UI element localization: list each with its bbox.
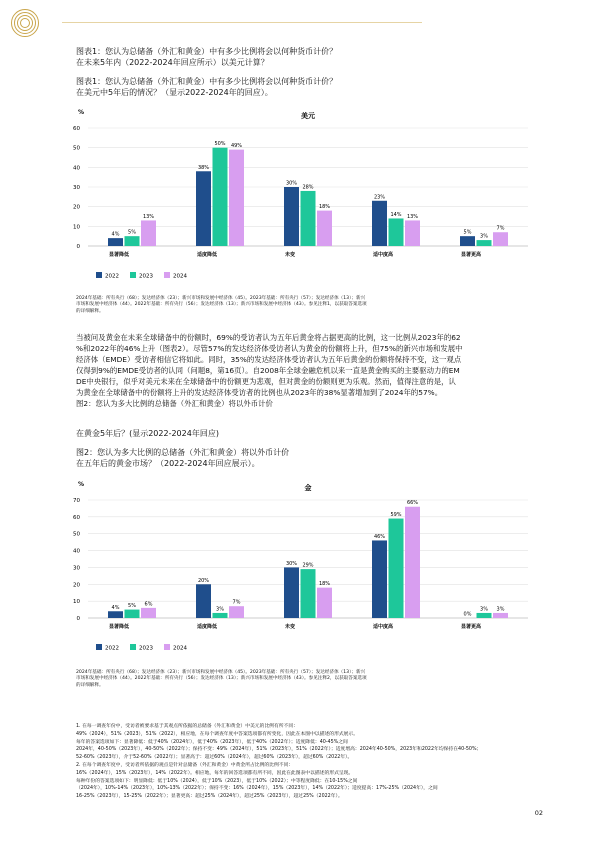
body-paragraph: [76, 332, 546, 409]
footnote-line: 每种年份的答案选项如下：明显降低：低于10%（2024），低于10%（2023），低于10%（2022）；中等程度降低：在10-15%之间: [76, 778, 358, 784]
data-label: 0%: [463, 611, 472, 618]
legend-swatch-2023: [130, 644, 136, 650]
bar-2024: [317, 211, 332, 246]
x-tick-label: 适度降低: [197, 624, 218, 630]
legend-label: 2022: [105, 273, 119, 280]
legend-swatch-2022: [96, 272, 102, 278]
bar-2022: [284, 187, 299, 246]
legend-label: 2023: [139, 273, 153, 280]
legend-label: 2024: [173, 645, 187, 652]
bar-2023: [477, 613, 492, 618]
bar-2024: [405, 507, 420, 618]
data-label: 13%: [406, 213, 419, 220]
x-tick-label: 适度降低: [197, 252, 218, 258]
x-tick-label: 显著更高: [461, 252, 482, 258]
bar-2024: [141, 608, 156, 618]
y-tick-label: 20: [73, 204, 80, 211]
legend-label: 2022: [105, 645, 119, 652]
bar-2024: [317, 588, 332, 618]
bar-2022: [460, 236, 475, 246]
data-label: 7%: [232, 599, 241, 606]
y-tick-label: 50: [73, 531, 80, 538]
bar-2022: [196, 584, 211, 618]
paragraph-line6: 为黄金在全球储备中的份额将上升的发达经济体受访者的比例也从2023年的38%显著增加到了2024年的57%。: [76, 388, 443, 397]
bar-2024: [405, 220, 420, 246]
data-label: 23%: [373, 194, 386, 201]
x-tick-label: 显著降低: [109, 624, 130, 630]
chart1-source-line2: 市场和发展中经济体（44）。2022年基础：所有央行（56）；发达经济体（13）；新兴市场和发展中经济体（43）。参见注释1，以获取答案选项: [76, 302, 367, 308]
y-tick-label: 50: [73, 145, 80, 152]
data-label: 30%: [285, 180, 298, 187]
chart2-source-line3: 的详细解释。: [76, 682, 104, 688]
footnotes: [76, 723, 556, 801]
legend-swatch-2024: [164, 644, 170, 650]
data-label: 3%: [496, 606, 505, 613]
data-label: 3%: [480, 606, 488, 613]
footnote-line: 16%（2024年），15%（2023年），14%（2022年）。相应地，每年的回答选项都有所不同，因此在此图表中以描述的形式呈现。: [76, 770, 354, 776]
data-label: 66%: [406, 500, 419, 507]
paragraph-line1: 当被问及黄金在未来全球储备中的份额时，69%的受访者认为五年后黄金将占据更高的比例，这一比例从2023年的62: [76, 333, 461, 342]
footnote-line: （2024年），10%-14%（2023年），10%-13%（2022年）；保持不变：16%（2024年），15%（2023年），14%（2022年）；适度提高：17%-25%（2024年），之间: [76, 786, 438, 792]
paragraph-line4: 仅得到9%的EMDE受访者的认同（问题8，第16页）。自2008年全球金融危机以来一直是黄金购买的主要驱动力的EM: [76, 366, 460, 375]
chart-title: 金: [304, 484, 312, 492]
data-label: 28%: [302, 184, 314, 191]
legend-swatch-2023: [130, 272, 136, 278]
legend-label: 2024: [173, 273, 187, 280]
data-label: 6%: [144, 601, 153, 608]
data-label: 3%: [480, 233, 488, 240]
chart1-heading-line3: 图表1：您认为总储备（外汇和黄金）中有多少比例将会以何种货币计价？: [76, 77, 338, 86]
y-tick-label: 10: [73, 224, 80, 231]
data-label: 30%: [285, 560, 298, 567]
paragraph-line3: 经济体（EMDE）受访者相信它将如此。同时，35%的发达经济体受访者认为五年后黄金的份额将保持不变，这一观点: [76, 355, 462, 364]
footnote-line: 每年的答案选项如下：显著降低：低于40%（2024年），低于40%（2023年），低于40%（2022年）；适度降低：40-45%之间: [76, 739, 348, 745]
y-tick-label: 30: [73, 185, 80, 191]
usd-bar-chart: [0, 100, 595, 290]
bar-2023: [389, 218, 404, 246]
x-tick-label: 显著更高: [461, 624, 482, 630]
bar-2022: [372, 201, 387, 246]
data-label: 38%: [197, 164, 210, 171]
bar-2023: [477, 240, 492, 246]
y-tick-label: 60: [73, 126, 80, 132]
y-tick-label: 10: [73, 599, 80, 606]
data-label: 49%: [230, 143, 243, 150]
y-tick-label: 40: [73, 165, 80, 172]
y-tick-label: 60: [73, 514, 80, 521]
data-label: 4%: [111, 604, 120, 611]
y-tick-label: 20: [73, 582, 80, 589]
chart1-source-line3: 的详细解释。: [76, 308, 104, 314]
chart2-heading-line3: 在五年后的黄金市场？（2022-2024年回应展示）。: [76, 459, 260, 468]
bar-2024: [493, 232, 508, 246]
y-tick-label: 40: [73, 548, 80, 555]
bar-2023: [125, 236, 140, 246]
data-label: 14%: [390, 211, 402, 218]
y-unit-label: %: [78, 109, 85, 116]
chart1-heading-line4: 在美元中5年后的情况？（显示2022-2024年的回应）。: [76, 88, 273, 97]
data-label: 5%: [463, 229, 472, 236]
data-label: 13%: [142, 213, 155, 220]
x-tick-label: 显著降低: [109, 252, 130, 258]
data-label: 20%: [197, 577, 210, 584]
bar-2023: [389, 519, 404, 618]
y-tick-label: 0: [76, 244, 80, 250]
bar-2024: [141, 220, 156, 246]
bar-2022: [196, 171, 211, 246]
paragraph-line5: DE中央银行，似乎对美元未来在全球储备中的份额更为悲观，但对黄金的份额则更为乐观。然而，值得注意的是，认: [76, 377, 456, 386]
bar-2023: [213, 613, 228, 618]
x-tick-label: 未变: [285, 252, 296, 258]
chart1-source-line1: 2024年基础：所有央行（68）；发达经济体（23）；新兴市场和发展中经济体（45）。2023年基础：所有央行（57）；发达经济体（13）；新兴: [76, 296, 366, 301]
bar-2023: [301, 569, 316, 618]
x-tick-label: 未变: [285, 624, 296, 630]
x-tick-label: 适中度高: [373, 252, 394, 258]
bar-2022: [372, 540, 387, 618]
data-label: 7%: [496, 225, 505, 232]
chart1-heading-line1: 图表1：您认为总储备（外汇和黄金）中有多少比例将会以何种货币计价？: [76, 47, 338, 56]
bar-2024: [493, 613, 508, 618]
data-label: 3%: [216, 606, 224, 613]
y-tick-label: 0: [76, 616, 80, 622]
gold-bar-chart: [0, 472, 595, 662]
data-label: 59%: [390, 512, 402, 519]
footnote-line: 2. 在每个调查年度中，受访者所依据的观点是针对总储备（外汇和黄金）中黄金所占比例的比例不同：: [76, 762, 294, 768]
x-tick-label: 适中度高: [373, 624, 394, 630]
y-tick-label: 70: [73, 498, 80, 504]
chart2-source-line2: 市场和发展中经济体（44）。2022年基础：所有央行（56）；发达经济体（13）；新兴市场和发展中经济体（43）。参见注释2，以获取答案选项: [76, 676, 367, 682]
bar-2024: [229, 150, 244, 246]
footnote-line: 1. 在每一调查年份中，受访者被要求基于其观点所依据的总储备（外汇和黄金）中美元的比例有所不同：: [76, 724, 298, 729]
paragraph-line2: %和2022年的46%上升（图表2）。尽管57%的发达经济体受访者认为黄金的份额将上升，但75%的新兴市场和发展中: [76, 344, 463, 353]
chart-title: 美元: [301, 112, 315, 120]
y-tick-label: 30: [73, 565, 80, 572]
bar-2023: [125, 610, 140, 618]
footnote-line: 16-25%（2023年），15-25%（2022年）；显著更高：超过25%（2024年），超过25%（2023年），超过25%（2022年）。: [76, 794, 343, 800]
bar-2022: [108, 611, 123, 618]
legend-swatch-2024: [164, 272, 170, 278]
chart2-heading-line2: 图2：您认为多大比例的总储备（外汇和黄金）将以外币计价: [76, 448, 290, 457]
bar-2023: [301, 191, 316, 246]
data-label: 29%: [302, 562, 314, 569]
footnote-line: 49%（2024），51%（2023），51%（2022），相应地，在每个调查年度中答案选项都有所变化，因此在本图中以描述的形式展示。: [76, 731, 359, 737]
data-label: 18%: [318, 204, 331, 211]
bar-2022: [108, 238, 123, 246]
chart2-source-line1: 2024年基础：所有央行（68）；发达经济体（23）；新兴市场和发展中经济体（45）。2023年基础：所有央行（57）；发达经济体（13）；新兴: [76, 670, 366, 675]
footnote-line: 2024年，40-50%（2023年），40-50%（2022年）；保持不变：49%（2024年），51%（2023年），51%（2022年）；适度增高：2024年40-50%，2023年和2022年均保持在40-50%；: [76, 747, 482, 753]
data-label: 4%: [111, 231, 120, 238]
bar-2023: [213, 148, 228, 246]
legend-swatch-2022: [96, 644, 102, 650]
y-unit-label: %: [78, 481, 85, 488]
data-label: 5%: [128, 603, 136, 610]
chart2-heading-line1: 在黄金5年后？(显示2022-2024年回应): [76, 429, 219, 438]
chart2-source: [76, 670, 536, 689]
bar-2022: [284, 567, 299, 618]
footnote-line: 52-60%（2023年），介于52-60%（2022年）；显著高于：超过60%（2024年），超过60%（2023年），超过60%（2022年）。: [76, 755, 353, 761]
paragraph-line7: 图2：您认为多大比例的总储备（外汇和黄金）将以外币计价: [76, 399, 273, 408]
page-number: 02: [534, 809, 543, 817]
chart1-heading-line2: 在未来5年内（2022-2024年回应所示）以美元计算？: [76, 58, 269, 67]
data-label: 5%: [128, 229, 136, 236]
logo-icon: [10, 8, 40, 38]
data-label: 18%: [318, 581, 331, 588]
data-label: 46%: [373, 533, 386, 540]
chart1-source: [76, 296, 536, 315]
header-rule: [62, 22, 422, 23]
bar-2024: [229, 606, 244, 618]
data-label: 50%: [214, 141, 226, 148]
legend-label: 2023: [139, 645, 153, 652]
